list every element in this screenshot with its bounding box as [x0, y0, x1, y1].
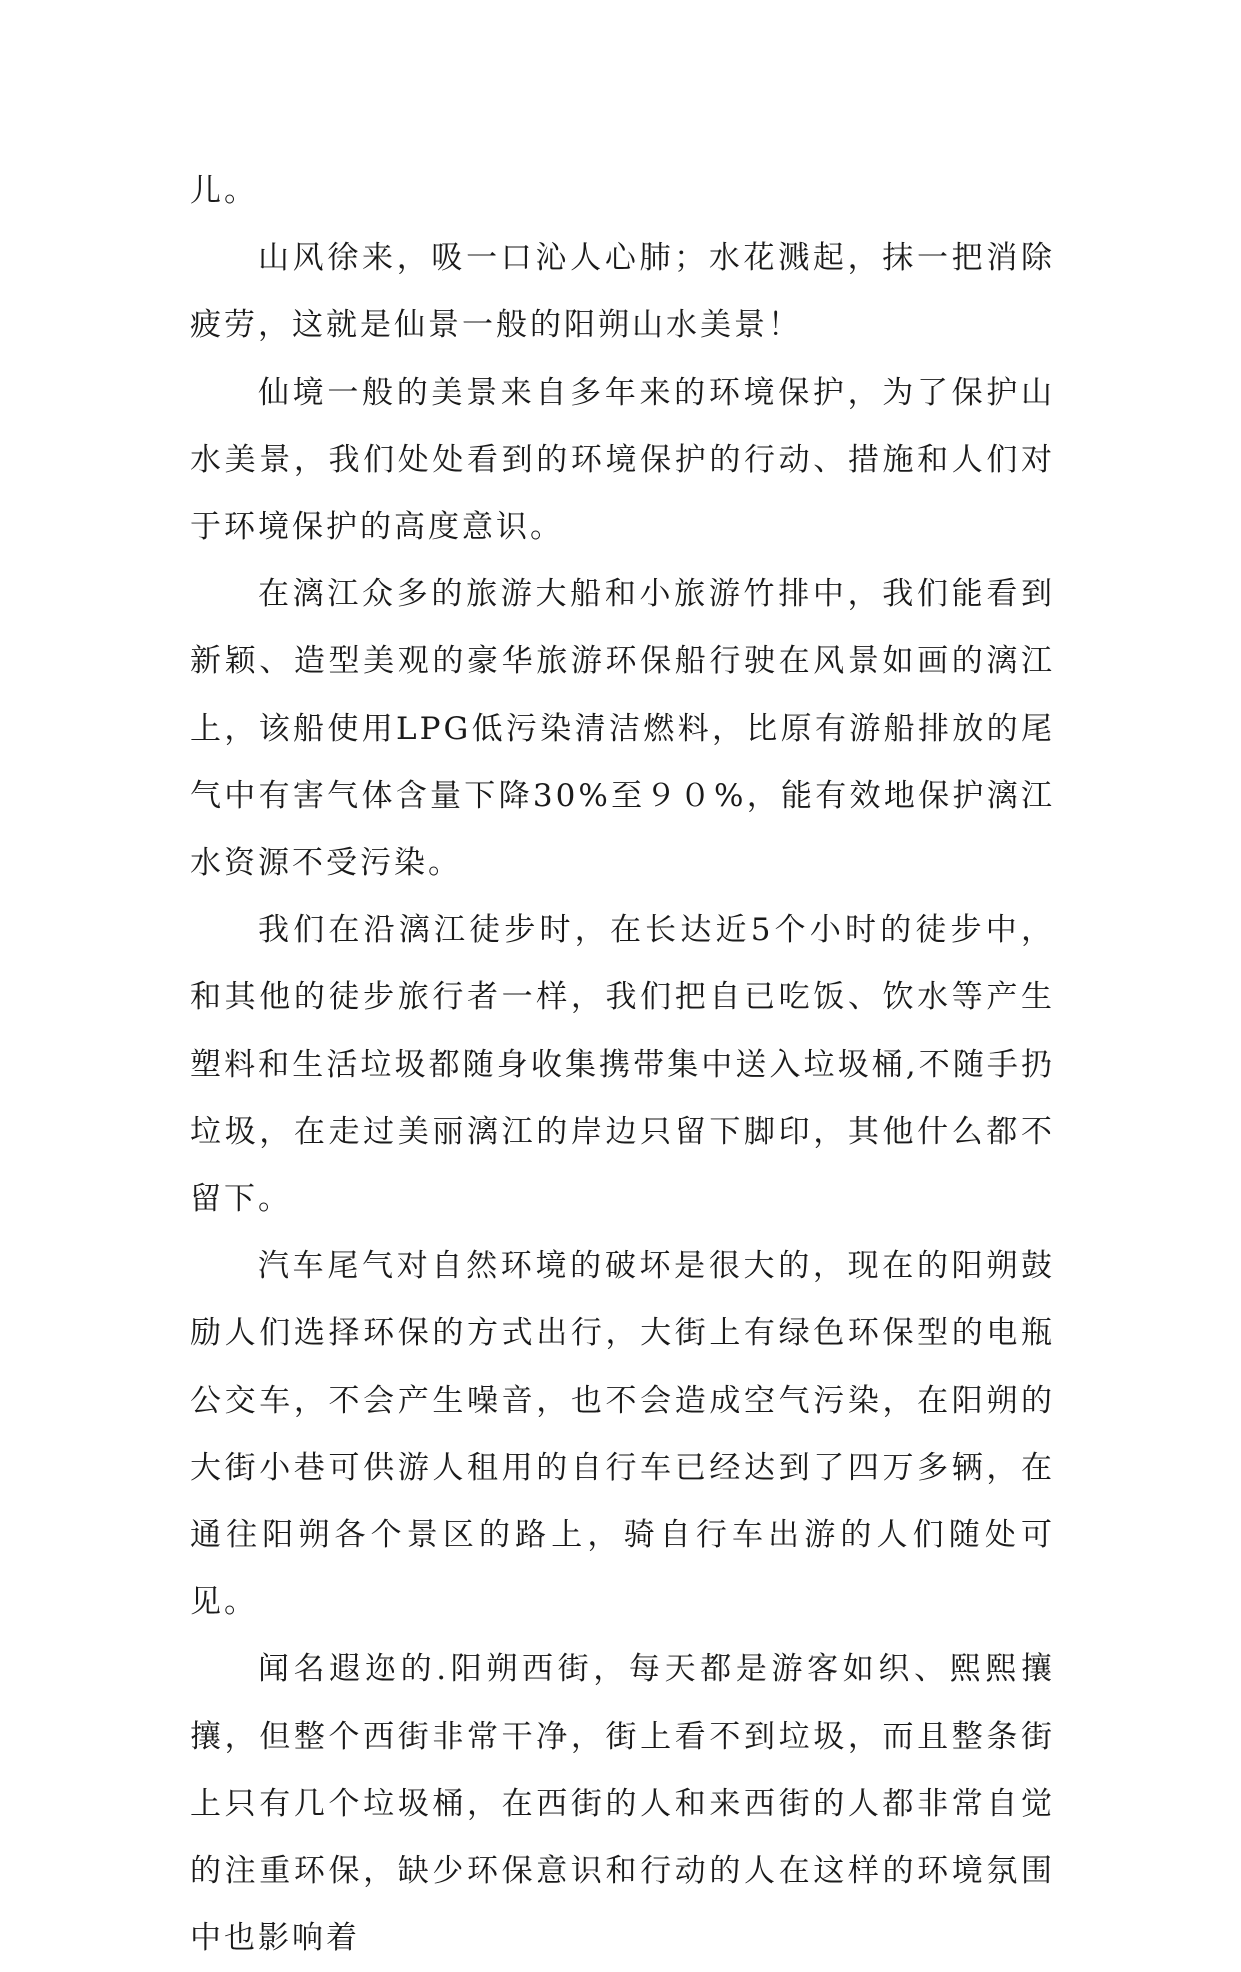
- paragraph: 闻名遐迩的.阳朔西街，每天都是游客如织、熙熙攘攘，但整个西街非常干净，街上看不到垃圾，而且整条街上只有几个垃圾桶，在西街的人和来西街的人都非常自觉的注重环保，缺少环保意识和行动的人在这样的环境氛围中也影响着: [190, 1651, 1055, 1957]
- paragraph: 我们在沿漓江徒步时，在长达近5个小时的徒步中，和其他的徒步旅行者一样，我们把自已吃饭、饮水等产生塑料和生活垃圾都随身收集携带集中送入垃圾桶,不随手扔垃圾，在走过美丽漓江的岸边只留下脚印，其他什么都不留下。: [190, 912, 1055, 1218]
- paragraph-continuation: 儿。: [190, 173, 258, 209]
- paragraph: 仙境一般的美景来自多年来的环境保护，为了保护山水美景，我们处处看到的环境保护的行动、措施和人们对于环境保护的高度意识。: [190, 374, 1055, 546]
- paragraph: 汽车尾气对自然环境的破坏是很大的，现在的阳朔鼓励人们选择环保的方式出行，大街上有绿色环保型的电瓶公交车，不会产生噪音，也不会造成空气污染，在阳朔的大街小巷可供游人租用的自行车已经达到了四万多辆，在通往阳朔各个景区的路上，骑自行车出游的人们随处可见。: [190, 1248, 1055, 1621]
- paragraph: 山风徐来，吸一口沁人心肺；水花溅起，抹一把消除疲劳，这就是仙景一般的阳朔山水美景！: [190, 240, 1055, 344]
- paragraph: 在漓江众多的旅游大船和小旅游竹排中，我们能看到新颖、造型美观的豪华旅游环保船行驶在风景如画的漓江上，该船使用LPG低污染清洁燃料，比原有游船排放的尾气中有害气体含量下降30%至９０%，能有效地保护漓江水资源不受污染。: [190, 576, 1055, 882]
- document-body: [190, 158, 1055, 1972]
